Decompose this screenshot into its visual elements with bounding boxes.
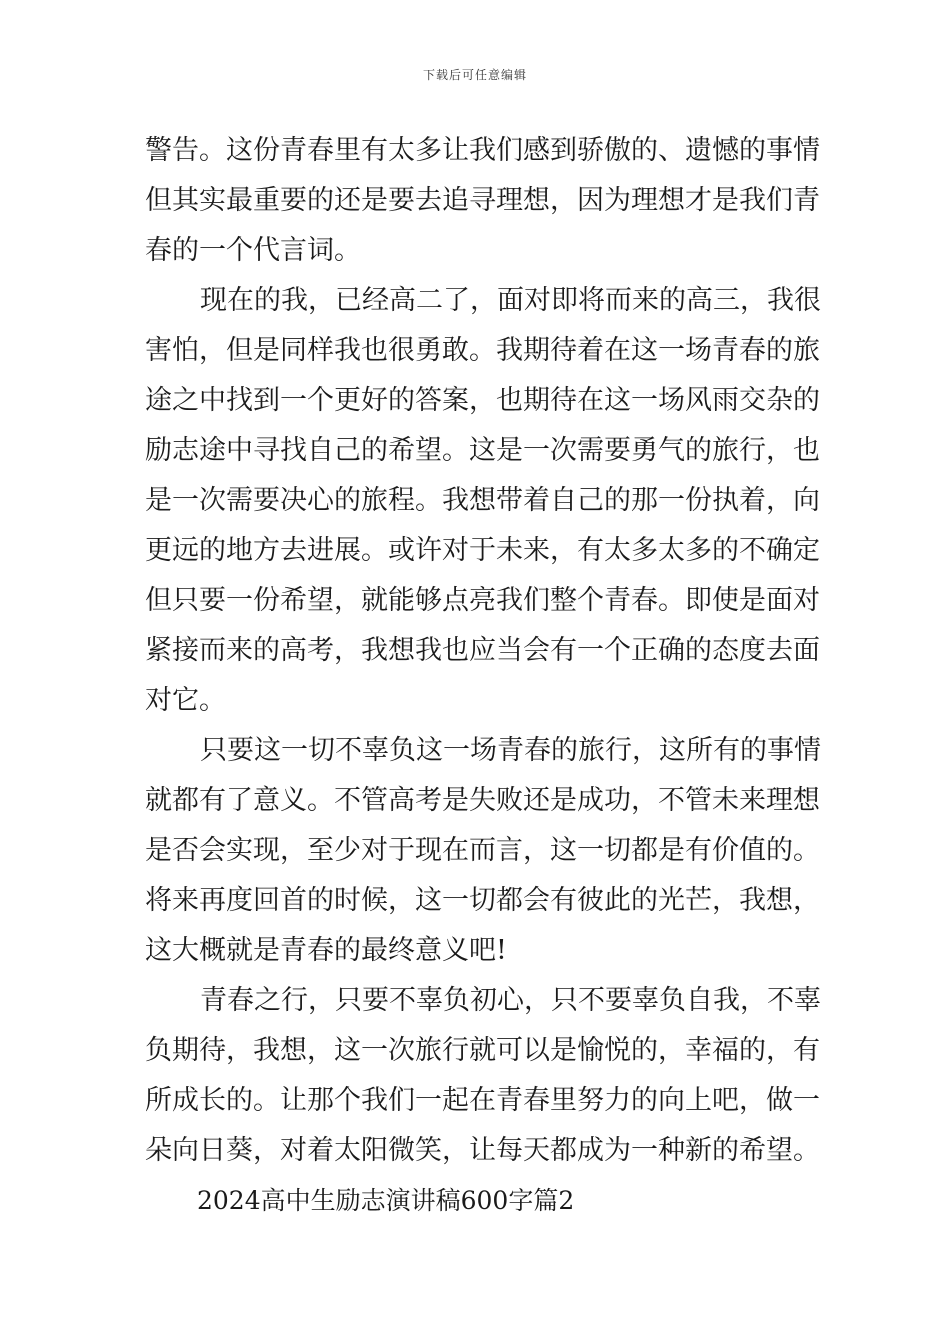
text-line: 所成长的。让那个我们一起在青春里努力的向上吧，做一 bbox=[145, 1085, 820, 1116]
text-line: 负期待，我想，这一次旅行就可以是愉悦的，幸福的，有 bbox=[145, 1035, 820, 1066]
paragraph-start-line: 现在的我，已经高二了，面对即将而来的高三，我很 bbox=[200, 285, 821, 316]
paragraph-start-line: 青春之行，只要不辜负初心，只不要辜负自我，不辜 bbox=[200, 985, 821, 1016]
text-line: 警告。这份青春里有太多让我们感到骄傲的、遗憾的事情 bbox=[145, 135, 820, 166]
text-line: 对它。 bbox=[145, 685, 226, 716]
text-line: 朵向日葵，对着太阳微笑，让每天都成为一种新的希望。 bbox=[145, 1135, 820, 1166]
text-line: 这大概就是青春的最终意义吧! bbox=[145, 935, 507, 966]
text-line: 是一次需要决心的旅程。我想带着自己的那一份执着，向 bbox=[145, 485, 820, 516]
document-body bbox=[145, 126, 821, 1226]
text-line: 途之中找到一个更好的答案，也期待在这一场风雨交杂的 bbox=[145, 385, 820, 416]
text-line: 将来再度回首的时候，这一切都会有彼此的光芒，我想， bbox=[145, 885, 820, 916]
text-line: 春的一个代言词。 bbox=[145, 235, 361, 266]
text-line: 励志途中寻找自己的希望。这是一次需要勇气的旅行，也 bbox=[145, 435, 820, 466]
text-line: 是否会实现，至少对于现在而言，这一切都是有价值的。 bbox=[145, 835, 820, 866]
text-line: 害怕，但是同样我也很勇敢。我期待着在这一场青春的旅 bbox=[145, 335, 820, 366]
paragraph-start-line: 只要这一切不辜负这一场青春的旅行，这所有的事情 bbox=[200, 735, 821, 766]
text-line: 就都有了意义。不管高考是失败还是成功，不管未来理想 bbox=[145, 785, 820, 816]
section-heading: 2024高中生励志演讲稿600字篇2 bbox=[197, 1186, 575, 1215]
page-header-note: 下载后可任意编辑 bbox=[422, 68, 527, 82]
text-line: 紧接而来的高考，我想我也应当会有一个正确的态度去面 bbox=[145, 635, 820, 666]
text-line: 更远的地方去进展。或许对于未来，有太多太多的不确定 bbox=[145, 535, 820, 566]
text-line: 但只要一份希望，就能够点亮我们整个青春。即使是面对 bbox=[145, 585, 820, 616]
text-line: 但其实最重要的还是要去追寻理想，因为理想才是我们青 bbox=[145, 185, 820, 216]
